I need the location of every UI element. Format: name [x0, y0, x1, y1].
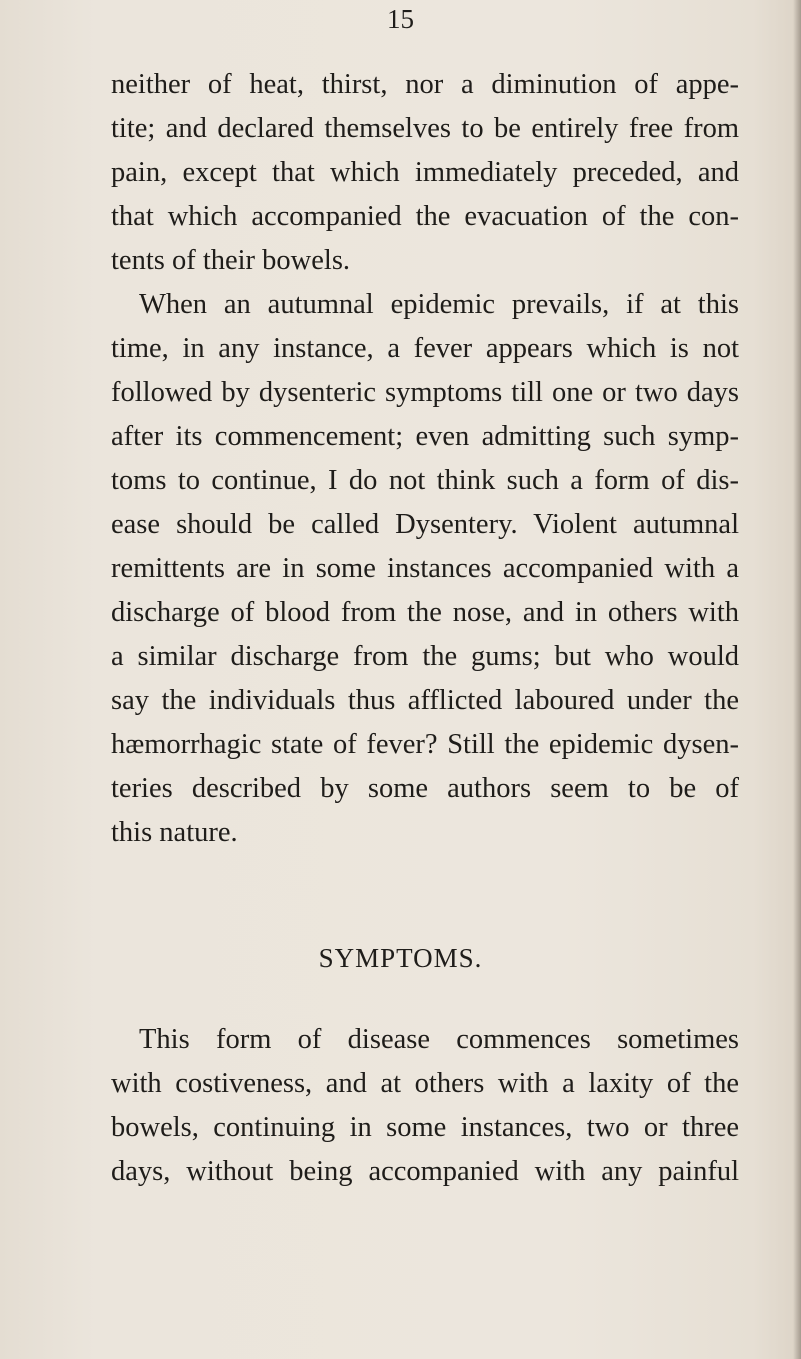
text-line: tite; and declared themselves to be entirely free from — [111, 113, 739, 144]
text-line: bowels, continuing in some instances, two or three — [111, 1112, 739, 1143]
page-number: 15 — [387, 4, 414, 34]
text-line: days, without being accompanied with any painful — [111, 1156, 739, 1187]
text-line: time, in any instance, a fever appears which is not — [111, 333, 739, 364]
page-edge-shadow — [793, 0, 801, 1359]
text-line: teries described by some authors seem to be of — [111, 773, 739, 804]
text-line: after its commencement; even admitting such symp- — [111, 421, 739, 452]
text-line: with costiveness, and at others with a laxity of the — [111, 1068, 739, 1099]
text-line: that which accompanied the evacuation of the con- — [111, 201, 739, 232]
text-line: tents of their bowels. — [111, 245, 351, 276]
text-line: say the individuals thus afflicted laboured under the — [111, 685, 739, 716]
text-line: toms to continue, I do not think such a form of dis- — [111, 465, 739, 496]
text-line: ease should be called Dysentery. Violent autumnal — [111, 509, 739, 540]
text-line: a similar discharge from the gums; but who would — [111, 641, 739, 672]
text-line: pain, except that which immediately preceded, and — [111, 157, 739, 188]
text-line: discharge of blood from the nose, and in others with — [111, 597, 739, 628]
text-line: hæmorrhagic state of fever? Still the epidemic dysen- — [111, 729, 739, 760]
text-line: neither of heat, thirst, nor a diminution of appe- — [111, 69, 739, 100]
text-line: This form of disease commences sometimes — [139, 1024, 739, 1055]
section-heading: SYMPTOMS. — [318, 943, 483, 973]
text-line: remittents are in some instances accompanied with a — [111, 553, 739, 584]
text-line: followed by dysenteric symptoms till one or two days — [111, 377, 739, 408]
text-line: When an autumnal epidemic prevails, if at this — [139, 289, 739, 320]
text-line: this nature. — [111, 817, 238, 848]
